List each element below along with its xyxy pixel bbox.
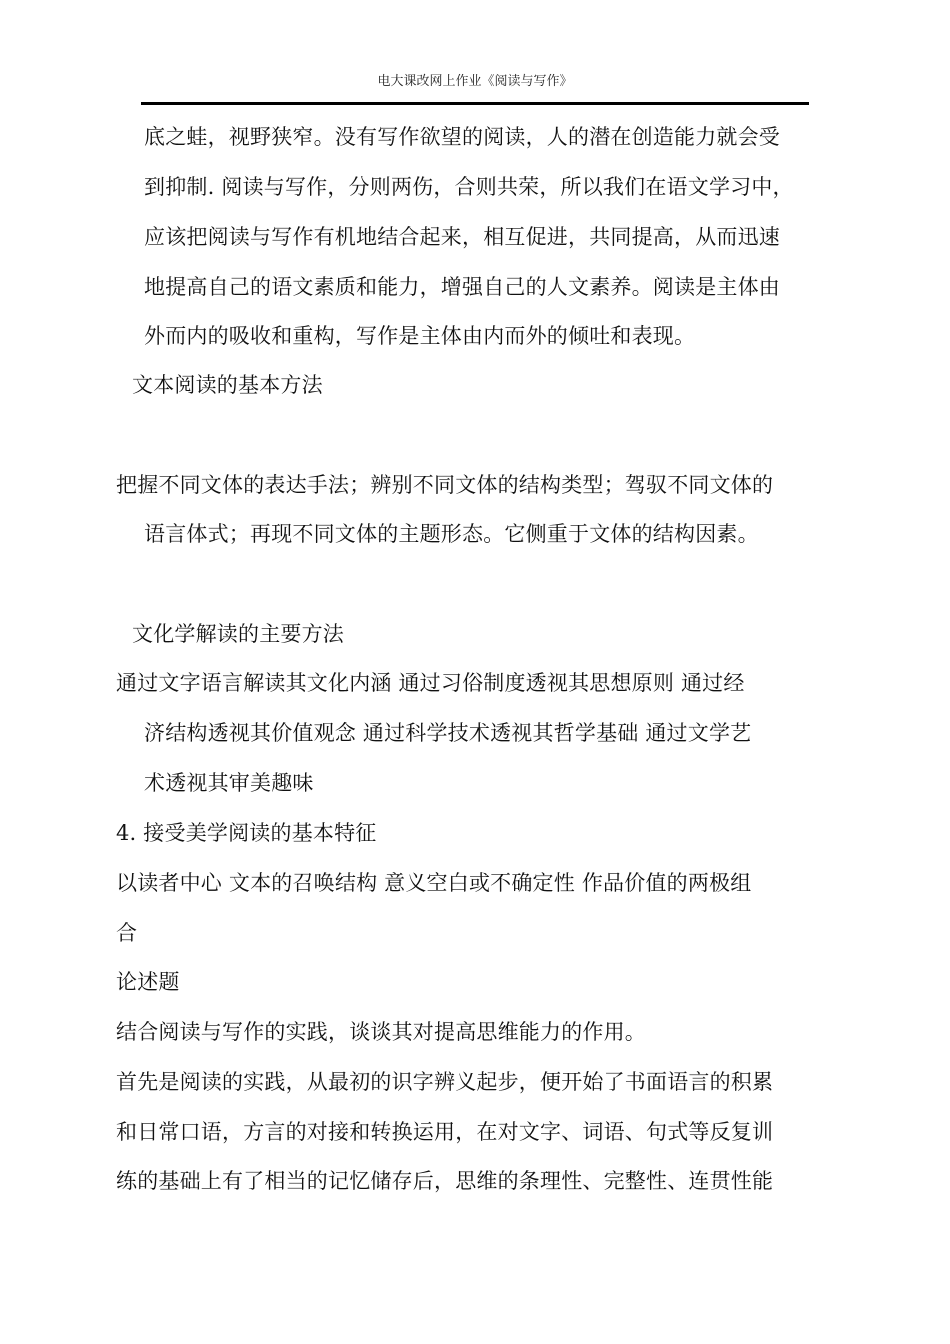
essay-question: 结合阅读与写作的实践，谈谈其对提高思维能力的作用。 xyxy=(116,1020,646,1044)
section-line: 合 xyxy=(116,921,138,945)
intro-line: 外而内的吸收和重构，写作是主体由内而外的倾吐和表现。 xyxy=(144,324,696,348)
intro-line: 底之蛙，视野狭窄。没有写作欲望的阅读，人的潜在创造能力就会受 xyxy=(144,125,780,149)
section-line: 语言体式；再现不同文体的主题形态。它侧重于文体的结构因素。 xyxy=(144,522,759,546)
essay-answer-line: 练的基础上有了相当的记忆储存后，思维的条理性、完整性、连贯性能 xyxy=(116,1169,774,1193)
page-header-title: 电大课改网上作业《阅读与写作》 xyxy=(377,74,573,89)
section-line: 通过文字语言解读其文化内涵 通过习俗制度透视其思想原则 通过经 xyxy=(116,671,745,695)
section-heading-cultural-reading: 文化学解读的主要方法 xyxy=(132,622,344,646)
essay-answer-line: 首先是阅读的实践，从最初的识字辨义起步，便开始了书面语言的积累 xyxy=(116,1070,774,1094)
essay-answer-line: 和日常口语，方言的对接和转换运用，在对文字、词语、句式等反复训 xyxy=(116,1120,774,1144)
section-heading-text-reading: 文本阅读的基本方法 xyxy=(132,373,323,397)
section-heading-reception-aesthetics: 4. 接受美学阅读的基本特征 xyxy=(116,821,377,845)
section-line: 济结构透视其价值观念 通过科学技术透视其哲学基础 通过文学艺 xyxy=(144,721,752,745)
intro-line: 地提高自己的语文素质和能力，增强自己的人文素养。阅读是主体由 xyxy=(144,275,780,299)
essay-label: 论述题 xyxy=(116,970,180,994)
section-line: 术透视其审美趣味 xyxy=(144,771,314,795)
section-line: 把握不同文体的表达手法；辨别不同文体的结构类型；驾驭不同文体的 xyxy=(116,473,774,497)
intro-line: 应该把阅读与写作有机地结合起来，相互促进，共同提高，从而迅速 xyxy=(144,225,780,249)
intro-line: 到抑制. 阅读与写作，分则两伤，合则共荣，所以我们在语文学习中， xyxy=(144,175,794,199)
header-divider xyxy=(141,102,809,105)
section-line: 以读者中心 文本的召唤结构 意义空白或不确定性 作品价值的两极组 xyxy=(116,871,752,895)
